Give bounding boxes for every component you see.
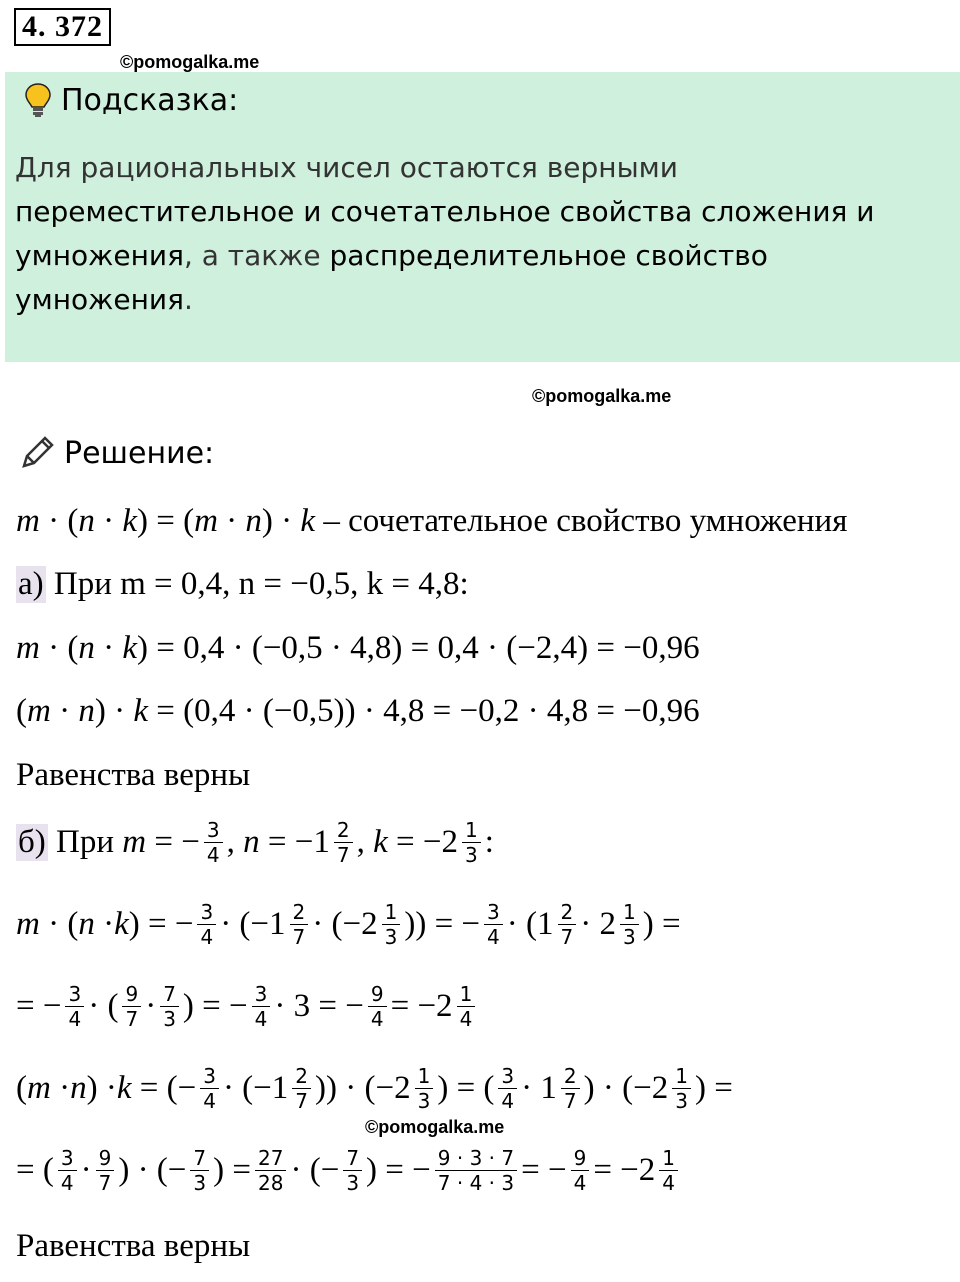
task-number: 4. 372 [14, 8, 111, 46]
pencil-icon [18, 434, 56, 472]
hint-title: Подсказка: [61, 82, 239, 118]
watermark: ©pomogalka.me [120, 52, 260, 72]
part-b-line-3: ( m · n ) · k = (− $\frac{3}{4}$ · (−1 $\frac{2}{7}$ )) · (−2 $\frac{1}{3}$ ) = ( $\frac{3}{4}$ · 1 $\frac{2}{7}$ ) · (−2 $\frac{1}{3}$ ) = [16, 1064, 733, 1113]
part-a-line-2-rhs: = (0,4 · (−0,5)) · 4,8 = −0,2 · 4,8 = −0,96 [156, 693, 700, 729]
rule-line: m · (n · k) = (m · n) · k – сочетательное свойство умножения [16, 503, 848, 539]
solution-header [18, 434, 214, 472]
part-a-label: а) [18, 566, 44, 602]
hint-text-2: , а также [183, 239, 330, 272]
part-b-label: б) [18, 824, 46, 860]
part-a-line-2: (m · n) · k = (0,4 · (−0,5)) · 4,8 = −0,2 · 4,8 = −0,96 [16, 693, 700, 729]
part-a-condition [16, 566, 469, 603]
hint-bold-2: распределительное свойство умножения [15, 239, 768, 316]
lightbulb-icon [23, 82, 53, 118]
part-a-line-1: m · (n · k) = 0,4 · (−0,5 · 4,8) = 0,4 · (−2,4) = −0,96 [16, 630, 700, 666]
hint-text [15, 146, 915, 322]
part-a-line-1-rhs: = 0,4 · (−0,5 · 4,8) = 0,4 · (−2,4) = −0,96 [156, 630, 700, 666]
watermark-3: ©pomogalka.me [365, 1117, 505, 1137]
hint-text-3: . [183, 283, 193, 316]
part-a-cond: При m = 0,4, n = −0,5, k = 4,8: [53, 566, 469, 602]
part-b-line-2: = − $\frac{3}{4}$ · ( $\frac{9}{7}$ · $\frac{7}{3}$ ) = − $\frac{3}{4}$ · 3 = − $\frac{9}{4}$ = −2 $\frac{1}{4}$ [16, 982, 479, 1031]
part-b-line-1: m · ( n · k ) = − $\frac{3}{4}$ · (−1 $\frac{2}{7}$ · (−2 $\frac{1}{3}$ )) = − $\frac{3}{4}$ · (1 $\frac{2}{7}$ · 2 $\frac{1}{3}$ ) = [16, 900, 681, 949]
part-b-condition: б) При m = − $\frac{3}{4}$ , n = −1 $\frac{2}{7}$ , k = −2 $\frac{1}{3}$ : [18, 818, 494, 867]
hint-text-1: Для рациональных чисел остаются верными [15, 151, 678, 184]
hint-header [23, 82, 238, 118]
watermark-2: ©pomogalka.me [532, 386, 672, 406]
hint-box [5, 72, 960, 362]
solution-title: Решение: [64, 435, 215, 471]
part-b-pri: При [56, 824, 115, 860]
hint-bold-1: переместительное и сочетательное свойства сложения и умножения [15, 195, 875, 272]
part-b-line-4: = ( $\frac{3}{4}$ · $\frac{9}{7}$ ) · (− $\frac{7}{3}$ ) = $\frac{27}{28}$ · (− $\frac{7}{3}$ ) = − $\frac{9 \cdot 3 \cdot 7}{7 \cdot 4 \cdot 3}$ = − $\frac{9}{4}$ = −2 $\frac{1}{4}$ [16, 1146, 682, 1195]
conclusion-a: Равенства верны [16, 757, 251, 793]
conclusion-b: Равенства верны [16, 1228, 251, 1264]
rule-text: – сочетательное свойство умножения [323, 503, 848, 539]
